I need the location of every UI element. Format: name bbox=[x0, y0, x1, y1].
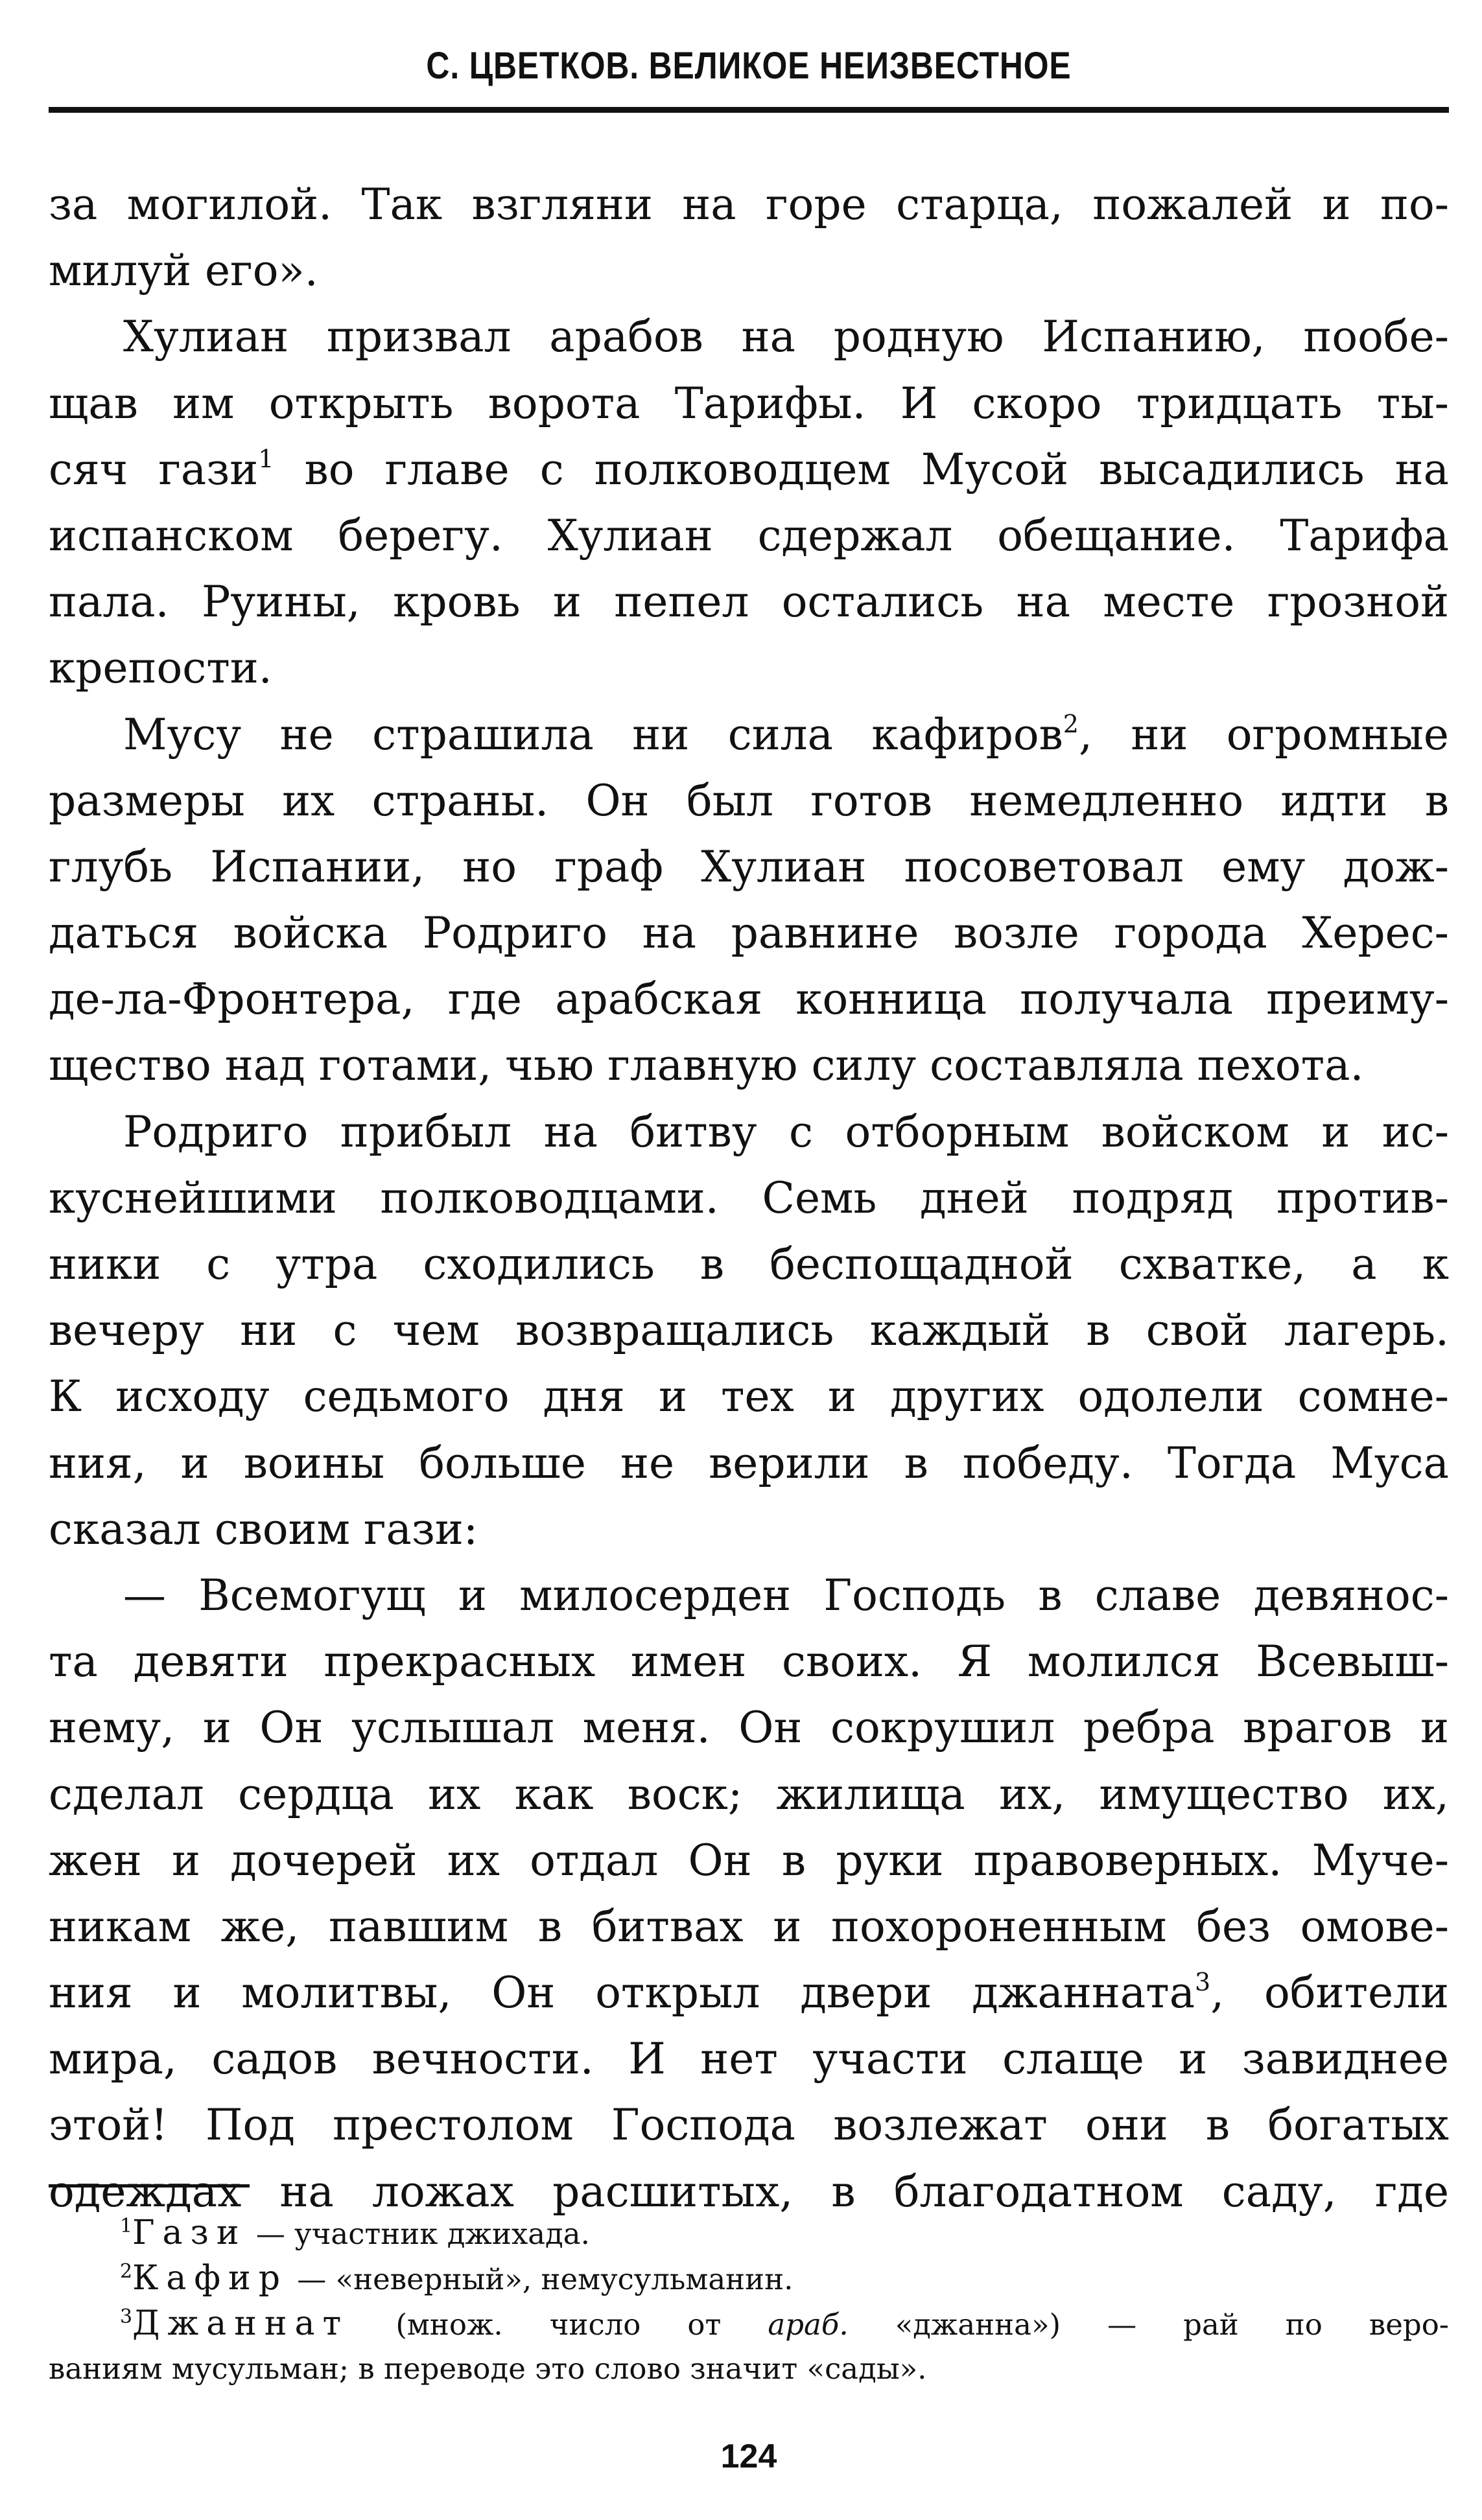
text-line: даться войска Родриго на равнине возле города Херес- bbox=[49, 908, 1449, 959]
text-line: Хулиан призвал арабов на родную Испанию, пообе- bbox=[123, 312, 1449, 362]
text-line: куснейшими полководцами. Семь дней подряд против- bbox=[49, 1172, 1449, 1223]
text-line: одеждах на ложах расшитых, в благодатном саду, где bbox=[49, 2166, 1449, 2217]
header-rule bbox=[49, 107, 1449, 113]
footnote-1: $^1$Гази — участник джихада. bbox=[120, 2213, 590, 2252]
text-line: сяч гази$^1$ во главе с полководцем Мусой высадились на bbox=[49, 444, 1449, 495]
text-line: К исходу седьмого дня и тех и других одолели сомне- bbox=[49, 1371, 1449, 1422]
text-line: Мусу не страшила ни сила кафиров$^2$, ни огромные bbox=[123, 709, 1449, 760]
text-line: ники с утра сходились в беспощадной схватке, а к bbox=[49, 1239, 1449, 1289]
footnote-rule bbox=[49, 2184, 250, 2188]
footnote-3: $^3$Джаннат (множ. число от араб. «джанна») — рай по веро- bbox=[120, 2304, 1449, 2343]
text-line: жен и дочерей их отдал Он в руки правоверных. Муче- bbox=[49, 1835, 1449, 1885]
text-line: испанском берегу. Хулиан сдержал обещание. Тарифа bbox=[49, 510, 1449, 561]
footnote-ref: 2 bbox=[1063, 709, 1079, 738]
text-line: Родриго прибыл на битву с отборным войском и ис- bbox=[123, 1106, 1449, 1157]
footnotes bbox=[49, 2210, 1449, 2392]
text-line: этой! Под престолом Господа возлежат они в богатых bbox=[49, 2100, 1449, 2151]
footnote-2: $^2$Кафир — «неверный», немусульманин. bbox=[120, 2259, 794, 2298]
page-number: 124 bbox=[720, 2438, 777, 2475]
text-line: щество над готами, чью главную силу составляла пехота. bbox=[49, 1040, 1364, 1091]
text-line: пала. Руины, кровь и пепел остались на месте грозной bbox=[49, 577, 1449, 627]
text-line: мира, садов вечности. И нет участи слаще и завиднее bbox=[49, 2034, 1449, 2084]
text-line: нему, и Он услышал меня. Он сокрушил ребра врагов и bbox=[49, 1703, 1449, 1753]
text-line: крепости. bbox=[49, 643, 272, 694]
text-line: никам же, павшим в битвах и похороненным без омове- bbox=[49, 1901, 1449, 1952]
book-page bbox=[49, 39, 1449, 2495]
footnote-3-continuation: ваниям мусульман; в переводе это слово значит «сады». bbox=[49, 2351, 927, 2386]
text-line: ния, и воины больше не верили в победу. Тогда Муса bbox=[49, 1438, 1449, 1488]
footnote-ref: 3 bbox=[1195, 1968, 1211, 1997]
text-line: сказал своим гази: bbox=[49, 1504, 478, 1554]
text-line: размеры их страны. Он был готов немедленно идти в bbox=[49, 775, 1449, 826]
text-line: за могилой. Так взгляни на горе старца, пожалей и по- bbox=[49, 180, 1449, 229]
running-head: С. ЦВЕТКОВ. ВЕЛИКОЕ НЕИЗВЕСТНОЕ bbox=[426, 45, 1072, 87]
text-line: вечеру ни с чем возвращались каждый в свой лагерь. bbox=[49, 1305, 1449, 1356]
body-text bbox=[49, 172, 1449, 2225]
footnote-ref: 1 bbox=[258, 444, 274, 473]
text-line: глубь Испании, но граф Хулиан посоветовал ему дож- bbox=[49, 841, 1449, 892]
text-line: та девяти прекрасных имен своих. Я молился Всевыш- bbox=[49, 1637, 1449, 1687]
text-line: ния и молитвы, Он открыл двери джанната$^3$, обители bbox=[49, 1968, 1449, 2018]
text-line: сделал сердца их как воск; жилища их, имущество их, bbox=[49, 1769, 1449, 1819]
text-line: де-ла-Фронтера, где арабская конница получала преиму- bbox=[49, 974, 1449, 1025]
text-line: — Всемогущ и милосерден Господь в славе девянос- bbox=[123, 1570, 1449, 1620]
text-line: щав им открыть ворота Тарифы. И скоро тридцать ты- bbox=[49, 378, 1449, 428]
text-line: милуй его». bbox=[49, 246, 318, 296]
